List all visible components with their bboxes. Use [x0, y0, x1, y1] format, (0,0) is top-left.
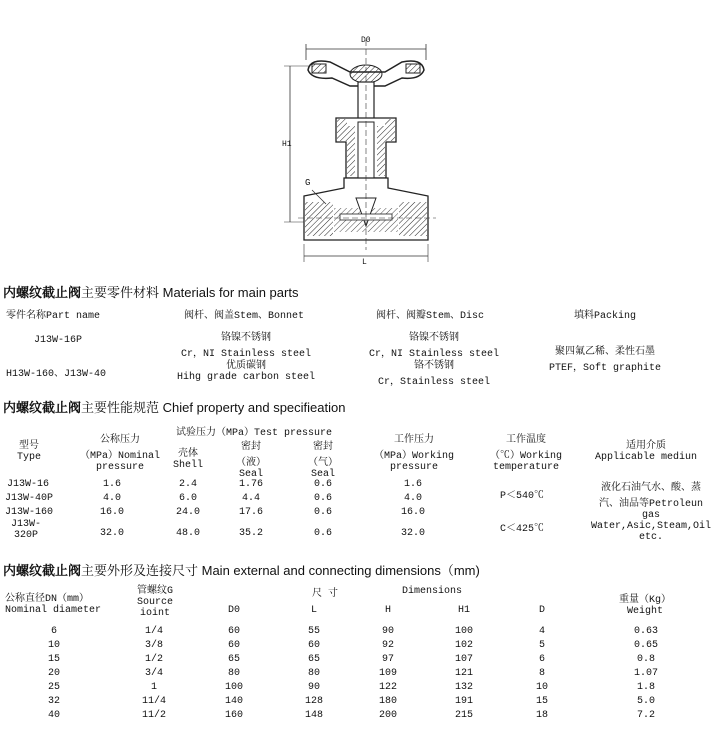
dim-cell-w: 7.2 [636, 710, 655, 721]
prop-working-1: 1.6 [403, 479, 422, 490]
dim-header-g: 管螺纹G Source ioint [136, 586, 173, 619]
dim-cell-g: 11/2 [141, 710, 166, 721]
prop-header-nominal: 公称压力 （MPa）Nominal pressure [79, 435, 160, 473]
prop-header-seal-gas: 密封 （气） Seal [308, 442, 338, 480]
materials-header-part: 零件名称Part name [6, 311, 101, 322]
prop-shell-4: 48.0 [175, 528, 200, 539]
dimensions-heading: 内螺纹截止阀主要外形及连接尺寸 Main external and connecting dimensions（mm) [3, 563, 480, 578]
dim-header-l: L [310, 605, 317, 616]
dim-cell-d0: 60 [227, 626, 240, 637]
dim-cell-h1: 102 [454, 640, 473, 651]
dim-cell-h: 97 [381, 654, 394, 665]
prop-temp-1: P＜540℃ [499, 491, 544, 502]
dim-cell-h: 180 [378, 696, 397, 707]
prop-seal-gas-3: 0.6 [313, 507, 332, 518]
dim-label-l: L [362, 258, 367, 267]
prop-header-seal-liquid: 密封 （液） Seal [236, 442, 266, 480]
dim-cell-w: 1.8 [636, 682, 655, 693]
dim-cell-l: 55 [307, 626, 320, 637]
dim-header-dn: 公称直径DN（mm） Nominal diameter [5, 594, 102, 616]
materials-header-packing: 填料Packing [574, 311, 637, 322]
dim-cell-d: 18 [535, 710, 548, 721]
materials-disc-1: 铬镍不锈钢 Cr，NI Stainless steel [368, 333, 500, 360]
dim-header-weight: 重量（Kg） Weight [618, 595, 671, 617]
dim-cell-l: 148 [304, 710, 323, 721]
property-heading: 内螺纹截止阀主要性能规范 Chief property and specifieation [3, 400, 346, 415]
dim-cell-d: 10 [535, 682, 548, 693]
prop-seal-gas-4: 0.6 [313, 528, 332, 539]
prop-type-1: J13W-16 [7, 479, 50, 490]
dim-cell-l: 128 [304, 696, 323, 707]
prop-working-3: 16.0 [400, 507, 425, 518]
dim-cell-dn: 10 [47, 640, 60, 651]
materials-header-disc: 阀杆、阀瓣Stem、Disc [376, 311, 485, 322]
dim-cell-dn: 25 [47, 682, 60, 693]
prop-type-2: J13W-40P [5, 493, 54, 504]
prop-seal-gas-2: 0.6 [313, 493, 332, 504]
dim-cell-dn: 40 [47, 710, 60, 721]
dim-cell-w: 0.65 [633, 640, 658, 651]
dim-cell-d: 6 [538, 654, 545, 665]
dim-cell-h1: 215 [454, 710, 473, 721]
dim-cell-d0: 100 [224, 682, 243, 693]
dim-header-h1: H1 [457, 605, 470, 616]
materials-bonnet-1: 铬镍不锈钢 Cr，NI Stainless steel [180, 333, 312, 360]
dim-cell-h: 92 [381, 640, 394, 651]
dim-cell-g: 11/4 [141, 696, 166, 707]
prop-header-shell: 壳体 Shell [172, 449, 203, 471]
dim-cell-d: 15 [535, 696, 548, 707]
prop-type-4: J13W- 320P [10, 519, 41, 541]
prop-type-3: J13W-160 [5, 507, 54, 518]
dim-header-h: H [384, 605, 391, 616]
dim-cell-h1: 107 [454, 654, 473, 665]
dim-cell-g: 1/4 [144, 626, 163, 637]
dim-cell-dn: 6 [50, 626, 57, 637]
prop-working-4: 32.0 [400, 528, 425, 539]
dim-cell-h: 90 [381, 626, 394, 637]
dim-cell-h1: 121 [454, 668, 473, 679]
prop-seal-liquid-1: 1.76 [238, 479, 263, 490]
prop-seal-gas-1: 0.6 [313, 479, 332, 490]
dim-header-en: Dimensions [402, 586, 463, 597]
prop-nominal-1: 1.6 [102, 479, 121, 490]
dim-cell-w: 5.0 [636, 696, 655, 707]
dim-cell-d: 8 [538, 668, 545, 679]
prop-seal-liquid-2: 4.4 [241, 493, 260, 504]
dim-header-d0: D0 [227, 605, 240, 616]
prop-medium-2: Water,Asic,Steam,Oil etc. [590, 521, 712, 543]
dim-cell-d: 4 [538, 626, 545, 637]
dim-cell-l: 65 [307, 654, 320, 665]
prop-medium-1: 液化石油气水、酸、蒸 汽、油品等Petroleun gas [598, 483, 703, 521]
dim-cell-w: 0.8 [636, 654, 655, 665]
prop-temp-2: C＜425℃ [499, 524, 544, 535]
dim-cell-h1: 191 [454, 696, 473, 707]
dim-cell-d0: 80 [227, 668, 240, 679]
materials-bonnet-2: 优质碳钢 Hihg grade carbon steel [176, 361, 316, 383]
prop-header-test: 试验压力（MPa）Test pressure [176, 428, 333, 439]
dim-cell-g: 3/8 [144, 640, 163, 651]
dim-cell-g: 1/2 [144, 654, 163, 665]
dim-cell-l: 90 [307, 682, 320, 693]
label-g: G [305, 178, 311, 188]
materials-header-bonnet: 阀杆、阀盖Stem、Bonnet [184, 311, 305, 322]
dim-header-cn: 尺 寸 [312, 589, 339, 600]
materials-packing: 聚四氟乙稀、柔性石墨 PTEF，Soft graphite [548, 347, 662, 374]
dim-cell-d: 5 [538, 640, 545, 651]
prop-header-temp: 工作温度 （℃）Working temperature [489, 435, 562, 473]
materials-part-2: H13W-160、J13W-40 [6, 369, 107, 380]
dim-cell-dn: 20 [47, 668, 60, 679]
dim-label-h1: H1 [282, 140, 292, 149]
dim-cell-l: 80 [307, 668, 320, 679]
prop-nominal-2: 4.0 [102, 493, 121, 504]
dim-label-d0: D0 [361, 36, 371, 45]
dim-cell-l: 60 [307, 640, 320, 651]
prop-seal-liquid-4: 35.2 [238, 528, 263, 539]
prop-seal-liquid-3: 17.6 [238, 507, 263, 518]
dim-cell-w: 1.07 [633, 668, 658, 679]
dim-cell-g: 3/4 [144, 668, 163, 679]
dim-cell-dn: 15 [47, 654, 60, 665]
prop-nominal-4: 32.0 [99, 528, 124, 539]
dim-cell-d0: 140 [224, 696, 243, 707]
prop-shell-2: 6.0 [178, 493, 197, 504]
prop-shell-3: 24.0 [175, 507, 200, 518]
prop-shell-1: 2.4 [178, 479, 197, 490]
dim-cell-g: 1 [150, 682, 157, 693]
dim-header-d: D [538, 605, 545, 616]
prop-header-medium: 适用介质 Applicable mediun [594, 441, 698, 463]
materials-heading: 内螺纹截止阀主要零件材料 Materials for main parts [3, 285, 299, 300]
dim-cell-h: 122 [378, 682, 397, 693]
dim-cell-h: 200 [378, 710, 397, 721]
dim-cell-dn: 32 [47, 696, 60, 707]
dim-cell-d0: 65 [227, 654, 240, 665]
dim-cell-w: 0.63 [633, 626, 658, 637]
prop-working-2: 4.0 [403, 493, 422, 504]
dim-cell-d0: 160 [224, 710, 243, 721]
dim-cell-h1: 132 [454, 682, 473, 693]
materials-part-1: J13W-16P [34, 335, 83, 346]
dim-cell-h: 109 [378, 668, 397, 679]
prop-header-working: 工作压力 （MPa）Working pressure [373, 435, 454, 473]
materials-disc-2: 铬不锈钢 Cr，Stainless steel [377, 361, 491, 388]
prop-header-type: 型号 Type [16, 441, 41, 463]
prop-nominal-3: 16.0 [99, 507, 124, 518]
dim-cell-h1: 100 [454, 626, 473, 637]
dim-cell-d0: 60 [227, 640, 240, 651]
